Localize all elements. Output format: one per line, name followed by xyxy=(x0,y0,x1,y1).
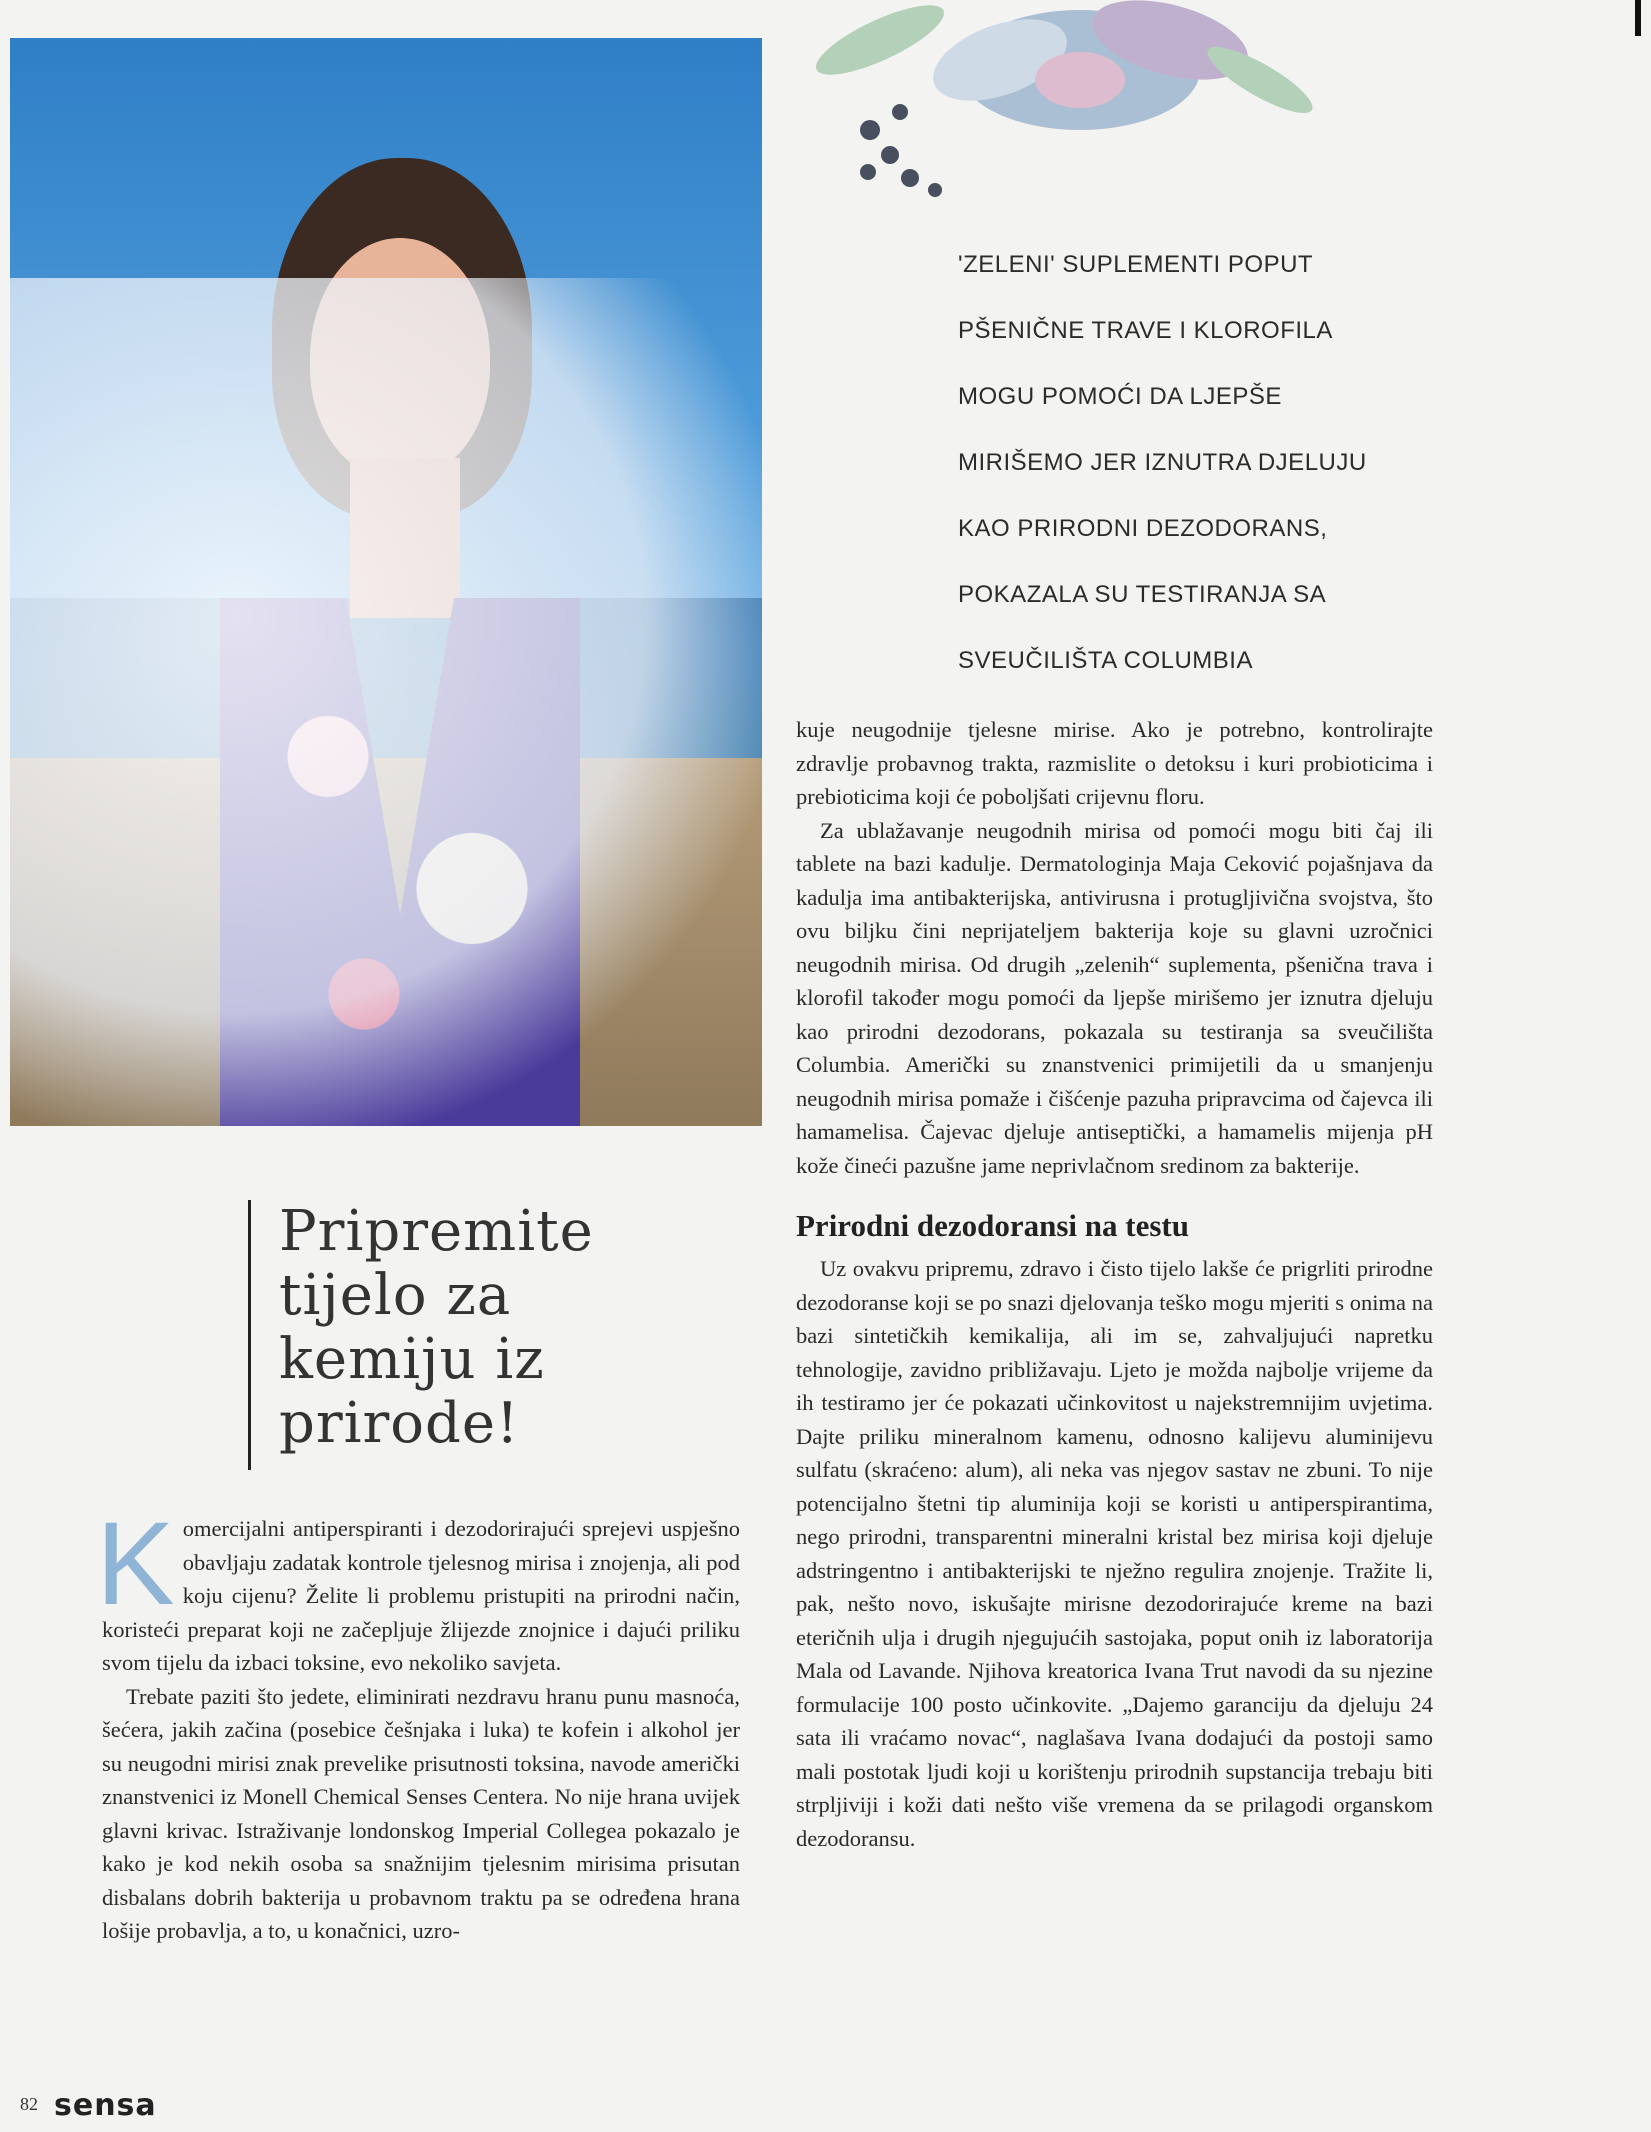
pull-quote-line: MIRIŠEMO JER IZNUTRA DJELUJU xyxy=(958,449,1367,476)
section-subheading: Prirodni dezodoransi na testu xyxy=(796,1208,1189,1243)
pull-quote xyxy=(958,232,1398,694)
intro-paragraph xyxy=(96,1498,740,1680)
pull-quote-line: POKAZALA SU TESTIRANJA SA xyxy=(958,581,1327,608)
pull-quote-line: KAO PRIRODNI DEZODORANS, xyxy=(958,515,1328,542)
floral-decoration xyxy=(700,0,1340,230)
photo-shirt xyxy=(10,278,762,1126)
body-paragraph: kuje neugodnije tjelesne mirise. Ako je potrebno, kontrolirajte zdravlje probavnog trakta, razmislite o detoksu i kuri probioticima i prebioticima koji će poboljšati crijevnu floru. xyxy=(796,717,1433,809)
body-paragraph: Za ublažavanje neugodnih mirisa od pomoći mogu biti čaj ili tablete na bazi kadulje. Dermatologinja Maja Ceković pojašnjava da kadulja ima antibakterijska, antivirusna i protugljivična svojstva, što ovu biljku čini neprijateljem bakterija koje su glavni uzročnici neugodnih mirisa. Od drugih „zelenih“ suplementa, pšenična trava i klorofil također mogu pomoći da ljepše mirišemo jer iznutra djeluju kao prirodni dezodorans, pokazala su testiranja sa sveučilišta Columbia. Američki su znanstvenici primijetili da u smanjenju neugodnih mirisa pomaže i čišćenje pazuha pripravcima od čajevca ili hamamelisa. Čajevac djeluje antiseptički, a hamamelis mijenja pH kože čineći pazušne jame neprivlačnom sredinom za bakterije. xyxy=(796,817,1433,1178)
drop-cap: K xyxy=(96,1498,175,1630)
pull-quote-line: 'ZELENI' SUPLEMENTI POPUT xyxy=(958,251,1314,278)
right-column xyxy=(796,713,1433,1855)
magazine-logo: sensa xyxy=(54,2088,157,2123)
crop-mark xyxy=(1635,0,1641,36)
article-headline: Pripremite tijelo za kemiju iz prirode! xyxy=(279,1199,594,1456)
pull-quote-line: MOGU POMOĆI DA LJEPŠE xyxy=(958,383,1282,410)
pull-quote-line: SVEUČILIŠTA COLUMBIA xyxy=(958,647,1253,674)
intro-text: omercijalni antiperspiranti i dezodorirajući sprejevi uspješno obavljaju zadatak kontrole tjelesnog mirisa i znojenja, ali pod koju cijenu? Želite li problemu pristupiti na prirodni način, koristeći preparat koji ne začepljuje žlijezde znojnice i dajući priliku svom tijelu da izbaci toksine, evo nekoliko savjeta. xyxy=(102,1516,740,1675)
left-column xyxy=(96,1498,740,1948)
headline-block xyxy=(248,1200,699,1470)
body-paragraph: Uz ovakvu pripremu, zdravo i čisto tijelo lakše će prigrliti prirodne dezodoranse koji se po snazi djelovanja teško mogu mjeriti s onima na bazi sintetičkih kemikalija, ali im se, zahvaljujući napretku tehnologije, zavidno približavaju. Ljeto je možda najbolje vrijeme da ih testiramo jer će pokazati učinkovitost u najekstremnijim uvjetima. Dajte priliku mineralnom kamenu, odnosno kalijevu aluminijevu sulfatu (skraćeno: alum), ali neka vas njegov sastav ne zbuni. To nije potencijalno štetni tip aluminija koji se koristi u antiperspirantima, nego prirodni, transparentni mineralni kristal bez mirisa koji djeluje adstringentno i antibakterijski te nježno regulira znojenje. Tražite li, pak, nešto novo, iskušajte mirisne dezodorirajuće kreme na bazi eteričnih ulja i drugih njegujućih sastojaka, poput onih iz laboratorija Mala od Lavande. Njihova kreatorica Ivana Trut navodi da su njezine formulacije 100 posto učinkovite. „Dajemo garanciju da djeluju 24 sata ili vraćamo novac“, naglašava Ivana dodajući da postoji samo mali postotak ljudi koji u korištenju prirodnih supstancija trebaju biti strpljiviji i koži dati nešto više vremena da se prilagodi organskom dezodoransu. xyxy=(796,1256,1433,1851)
body-paragraph: Trebate paziti što jedete, eliminirati nezdravu hranu punu masnoća, šećera, jakih začina (posebice češnjaka i luka) te kofein i alkohol jer su neugodni mirisi znak prevelike prisutnosti toksina, navode američki znanstvenici iz Monell Chemical Senses Centera. No nije hrana uvijek glavni krivac. Istraživanje londonskog Imperial Collegea pokazalo je kako je kod nekih osoba sa snažnijim tjelesnim mirisima prisutan disbalans dobrih bakterija u probavnom traktu pa se određena hrana lošije probavlja, a to, u konačnici, uzro- xyxy=(102,1683,740,1943)
article-photo xyxy=(10,38,762,1126)
page-number: 82 xyxy=(20,2094,38,2114)
pull-quote-line: PŠENIČNE TRAVE I KLOROFILA xyxy=(958,317,1333,344)
